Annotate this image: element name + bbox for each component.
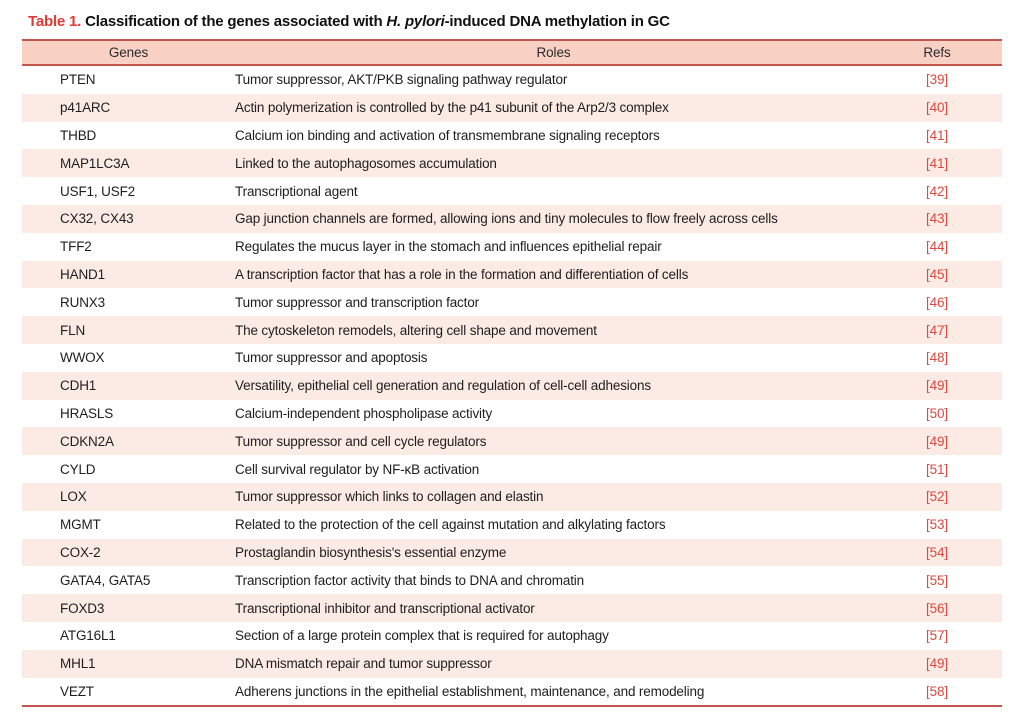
role-cell: DNA mismatch repair and tumor suppressor	[235, 650, 872, 678]
role-cell: The cytoskeleton remodels, altering cell shape and movement	[235, 316, 872, 344]
role-cell: Tumor suppressor and transcription factor	[235, 294, 479, 310]
ref-cell: [49]	[872, 372, 1002, 400]
role-cell: Regulates the mucus layer in the stomach and influences epithelial repair	[235, 239, 662, 255]
table-caption-text: Classification of the genes associated with	[81, 13, 387, 30]
role-cell: Section of a large protein complex that is required for autophagy	[235, 628, 609, 644]
role-cell: Tumor suppressor and apoptosis	[235, 350, 428, 366]
gene-cell: MHL1	[22, 650, 235, 678]
ref-cell: [49]	[872, 650, 1002, 678]
role-cell: Actin polymerization is controlled by the p41 subunit of the Arp2/3 complex	[235, 94, 872, 122]
ref-cell: [39]	[926, 72, 948, 88]
table-row	[22, 566, 1002, 594]
role-cell: Calcium ion binding and activation of transmembrane signaling receptors	[235, 127, 660, 143]
ref-cell: [50]	[926, 405, 948, 421]
ref-cell: [56]	[872, 594, 1002, 622]
ref-cell: [41]	[926, 127, 948, 143]
table-header	[22, 40, 1002, 65]
gene-cell: WWOX	[60, 350, 105, 366]
ref-cell: [47]	[872, 316, 1002, 344]
gene-cell: CDKN2A	[22, 427, 235, 455]
gene-cell: USF1, USF2	[60, 183, 136, 199]
gene-cell: CX32, CX43	[22, 205, 235, 233]
role-cell: Versatility, epithelial cell generation and regulation of cell-cell adhesions	[235, 372, 872, 400]
ref-cell: [57]	[926, 628, 948, 644]
gene-cell: FLN	[22, 316, 235, 344]
gene-cell: HRASLS	[60, 405, 114, 421]
gene-cell: CDH1	[22, 372, 235, 400]
table-row	[22, 622, 1002, 650]
table-row	[22, 65, 1002, 94]
role-cell: Tumor suppressor and cell cycle regulators	[235, 427, 872, 455]
ref-cell: [58]	[872, 678, 1002, 707]
role-cell: Linked to the autophagosomes accumulation	[235, 149, 872, 177]
table-row	[22, 400, 1002, 428]
column-header-refs: Refs	[872, 40, 1002, 65]
gene-cell: VEZT	[22, 678, 235, 707]
role-cell: Calcium-independent phospholipase activity	[235, 405, 493, 421]
table-row	[22, 344, 1002, 372]
role-cell: Tumor suppressor which links to collagen and elastin	[235, 483, 872, 511]
table-row	[22, 205, 1002, 233]
gene-cell: p41ARC	[22, 94, 235, 122]
gene-cell: COX-2	[22, 539, 235, 567]
ref-cell: [41]	[872, 149, 1002, 177]
table-row	[22, 122, 1002, 150]
role-cell: A transcription factor that has a role in the formation and differentiation of cells	[235, 261, 872, 289]
gene-cell: MAP1LC3A	[22, 149, 235, 177]
table-header-row	[22, 40, 1002, 65]
column-header-roles: Roles	[235, 40, 872, 65]
table-row	[22, 594, 1002, 622]
gene-cell: THBD	[60, 127, 97, 143]
ref-cell: [48]	[926, 350, 948, 366]
table-row	[22, 483, 1002, 511]
gene-cell: PTEN	[60, 72, 96, 88]
table-row	[22, 539, 1002, 567]
gene-cell: GATA4, GATA5	[60, 572, 151, 588]
table-row	[22, 372, 1002, 400]
role-cell: Transcriptional agent	[235, 183, 358, 199]
ref-cell: [54]	[872, 539, 1002, 567]
table-row	[22, 427, 1002, 455]
table-caption-label: Table 1.	[28, 13, 82, 30]
gene-cell: TFF2	[60, 239, 92, 255]
table-row	[22, 233, 1002, 261]
ref-cell: [42]	[926, 183, 948, 199]
table-row	[22, 455, 1002, 483]
gene-cell: FOXD3	[22, 594, 235, 622]
ref-cell: [40]	[872, 94, 1002, 122]
role-cell: Adherens junctions in the epithelial establishment, maintenance, and remodeling	[235, 678, 872, 707]
table-row	[22, 177, 1002, 205]
ref-cell: [45]	[872, 261, 1002, 289]
ref-cell: [46]	[926, 294, 948, 310]
table-row	[22, 316, 1002, 344]
ref-cell: [43]	[872, 205, 1002, 233]
gene-cell: ATG16L1	[60, 628, 116, 644]
gene-cell: CYLD	[60, 461, 96, 477]
table-caption	[28, 13, 1002, 30]
table-body	[22, 65, 1002, 706]
table-row	[22, 511, 1002, 539]
role-cell: Cell survival regulator by NF-κB activation	[235, 461, 480, 477]
ref-cell: [55]	[926, 572, 948, 588]
table-row	[22, 678, 1002, 707]
table-row	[22, 261, 1002, 289]
ref-cell: [44]	[926, 239, 948, 255]
genes-classification-table	[22, 39, 1002, 707]
role-cell: Prostaglandin biosynthesis's essential enzyme	[235, 539, 872, 567]
table-row	[22, 149, 1002, 177]
role-cell: Related to the protection of the cell against mutation and alkylating factors	[235, 517, 666, 533]
table-row	[22, 288, 1002, 316]
ref-cell: [53]	[926, 517, 948, 533]
column-header-genes: Genes	[22, 40, 235, 65]
role-cell: Gap junction channels are formed, allowing ions and tiny molecules to flow freely across cells	[235, 205, 872, 233]
ref-cell: [52]	[872, 483, 1002, 511]
gene-cell: HAND1	[22, 261, 235, 289]
table-caption-text-after: -induced DNA methylation in GC	[444, 13, 670, 30]
role-cell: Transcription factor activity that binds to DNA and chromatin	[235, 572, 585, 588]
role-cell: Transcriptional inhibitor and transcriptional activator	[235, 594, 872, 622]
gene-cell: MGMT	[60, 517, 101, 533]
table-caption-italic: H. pylori	[386, 13, 445, 30]
ref-cell: [49]	[872, 427, 1002, 455]
table-row	[22, 94, 1002, 122]
ref-cell: [51]	[926, 461, 948, 477]
role-cell: Tumor suppressor, AKT/PKB signaling pathway regulator	[235, 72, 568, 88]
table-row	[22, 650, 1002, 678]
gene-cell: RUNX3	[60, 294, 106, 310]
gene-cell: LOX	[22, 483, 235, 511]
